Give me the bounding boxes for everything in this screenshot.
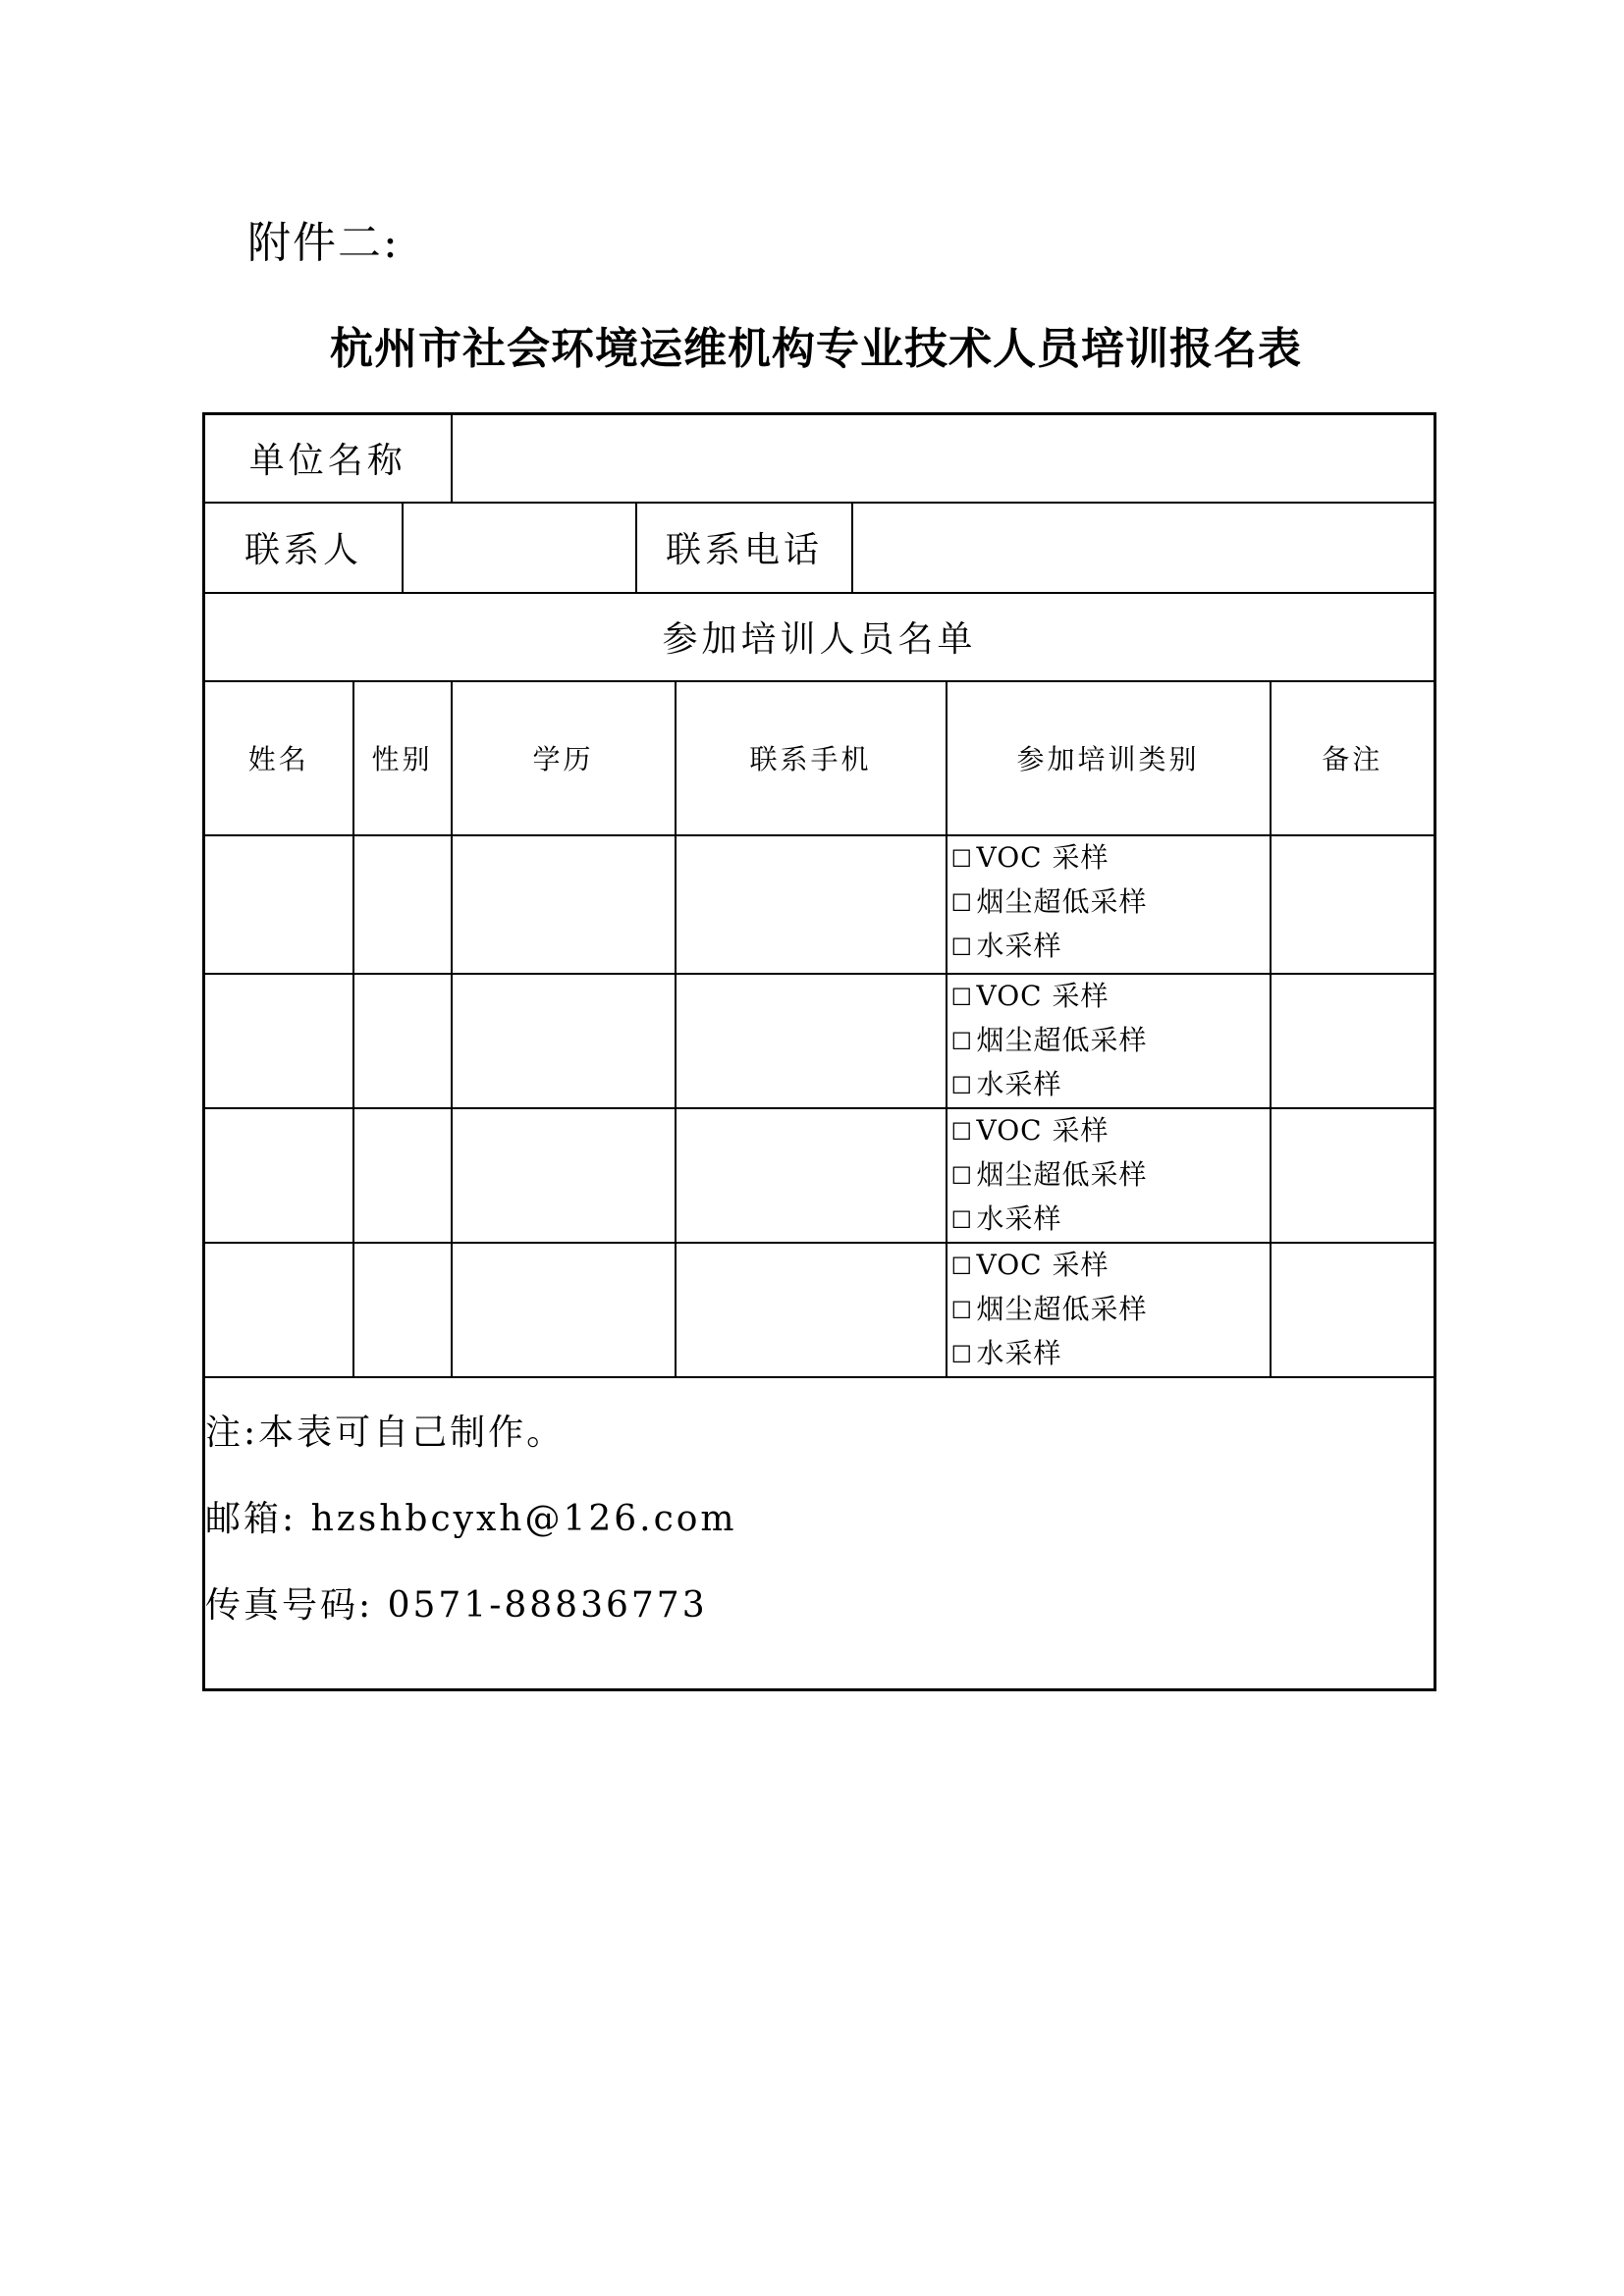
fax-line <box>205 1563 1434 1649</box>
column-header-gender: 性别 <box>353 681 452 835</box>
option-water-sampling[interactable] <box>951 1063 1270 1107</box>
email-label: 邮箱: <box>205 1498 298 1539</box>
checkbox-icon[interactable]: ☐ <box>950 1340 974 1368</box>
option-label: VOC 采样 <box>976 1113 1110 1147</box>
checkbox-icon[interactable]: ☐ <box>950 1117 974 1146</box>
option-ultra-low-dust-sampling[interactable] <box>951 1019 1270 1063</box>
participant-name-field[interactable] <box>204 835 353 974</box>
option-label: 烟尘超低采样 <box>976 1157 1148 1191</box>
training-category-options <box>947 1108 1271 1243</box>
email-line <box>205 1476 1434 1563</box>
option-ultra-low-dust-sampling[interactable] <box>951 881 1270 925</box>
option-voc-sampling[interactable] <box>951 1244 1270 1288</box>
training-category-options <box>947 974 1271 1108</box>
unit-name-row <box>204 414 1435 503</box>
participant-mobile-field[interactable] <box>676 974 947 1108</box>
option-label: 水采样 <box>976 1067 1062 1100</box>
participant-name-field[interactable] <box>204 974 353 1108</box>
option-voc-sampling[interactable] <box>951 836 1270 881</box>
participant-remarks-field[interactable] <box>1271 1243 1435 1377</box>
option-ultra-low-dust-sampling[interactable] <box>951 1288 1270 1332</box>
training-category-options <box>947 835 1271 974</box>
participants-heading-row <box>204 593 1435 681</box>
participant-row <box>204 1243 1435 1377</box>
contact-row <box>204 503 1435 593</box>
checkbox-icon[interactable]: ☐ <box>950 1161 974 1190</box>
option-label: 烟尘超低采样 <box>976 884 1148 918</box>
checkbox-icon[interactable]: ☐ <box>950 888 974 917</box>
option-water-sampling[interactable] <box>951 1198 1270 1242</box>
fax-label: 传真号码: <box>205 1584 374 1626</box>
participant-name-field[interactable] <box>204 1108 353 1243</box>
participant-gender-field[interactable] <box>353 974 452 1108</box>
column-header-name: 姓名 <box>204 681 353 835</box>
note-text: 注:本表可自己制作。 <box>205 1412 566 1453</box>
participant-gender-field[interactable] <box>353 835 452 974</box>
option-label: 水采样 <box>976 1201 1062 1235</box>
participant-education-field[interactable] <box>452 1108 676 1243</box>
participant-mobile-field[interactable] <box>676 1243 947 1377</box>
participant-remarks-field[interactable] <box>1271 974 1435 1108</box>
contact-person-label: 联系人 <box>205 504 404 592</box>
participant-education-field[interactable] <box>452 1243 676 1377</box>
form-title: 杭州市社会环境运维机构专业技术人员培训报名表 <box>330 324 1302 374</box>
checkbox-icon[interactable]: ☐ <box>950 1296 974 1324</box>
option-label: 烟尘超低采样 <box>976 1023 1148 1056</box>
registration-form-table <box>202 412 1436 1691</box>
participant-row <box>204 835 1435 974</box>
checkbox-icon[interactable]: ☐ <box>950 933 974 961</box>
option-label: VOC 采样 <box>976 979 1110 1012</box>
contact-phone-field[interactable] <box>853 504 1434 592</box>
option-label: VOC 采样 <box>976 840 1110 874</box>
training-category-options <box>947 1243 1271 1377</box>
column-header-training-category: 参加培训类别 <box>947 681 1271 835</box>
unit-name-label: 单位名称 <box>204 414 452 503</box>
email-value: hzshbcyxh@126.com <box>310 1498 737 1539</box>
column-header-remarks: 备注 <box>1271 681 1435 835</box>
checkbox-icon[interactable]: ☐ <box>950 1071 974 1099</box>
notes-row <box>204 1377 1435 1690</box>
column-header-mobile: 联系手机 <box>676 681 947 835</box>
contact-row-cells <box>205 504 1434 592</box>
option-label: 水采样 <box>976 929 1062 962</box>
participant-remarks-field[interactable] <box>1271 835 1435 974</box>
option-voc-sampling[interactable] <box>951 1109 1270 1153</box>
contact-person-field[interactable] <box>404 504 637 592</box>
option-voc-sampling[interactable] <box>951 975 1270 1019</box>
participant-mobile-field[interactable] <box>676 1108 947 1243</box>
option-water-sampling[interactable] <box>951 1332 1270 1376</box>
participants-heading: 参加培训人员名单 <box>204 593 1435 681</box>
option-label: 水采样 <box>976 1336 1062 1369</box>
checkbox-icon[interactable]: ☐ <box>950 983 974 1011</box>
attachment-label: 附件二: <box>247 218 400 268</box>
participant-mobile-field[interactable] <box>676 835 947 974</box>
checkbox-icon[interactable]: ☐ <box>950 1027 974 1055</box>
option-ultra-low-dust-sampling[interactable] <box>951 1153 1270 1198</box>
contact-phone-label: 联系电话 <box>637 504 853 592</box>
checkbox-icon[interactable]: ☐ <box>950 844 974 873</box>
participant-gender-field[interactable] <box>353 1243 452 1377</box>
participant-remarks-field[interactable] <box>1271 1108 1435 1243</box>
participant-row <box>204 974 1435 1108</box>
notes-cell <box>204 1377 1435 1690</box>
option-water-sampling[interactable] <box>951 925 1270 969</box>
participant-row <box>204 1108 1435 1243</box>
participant-name-field[interactable] <box>204 1243 353 1377</box>
fax-value: 0571-88836773 <box>387 1584 708 1626</box>
column-header-row <box>204 681 1435 835</box>
participant-gender-field[interactable] <box>353 1108 452 1243</box>
option-label: 烟尘超低采样 <box>976 1292 1148 1325</box>
participant-education-field[interactable] <box>452 974 676 1108</box>
column-header-education: 学历 <box>452 681 676 835</box>
checkbox-icon[interactable]: ☐ <box>950 1252 974 1280</box>
participant-education-field[interactable] <box>452 835 676 974</box>
unit-name-field[interactable] <box>452 414 1435 503</box>
option-label: VOC 采样 <box>976 1248 1110 1281</box>
checkbox-icon[interactable]: ☐ <box>950 1205 974 1234</box>
